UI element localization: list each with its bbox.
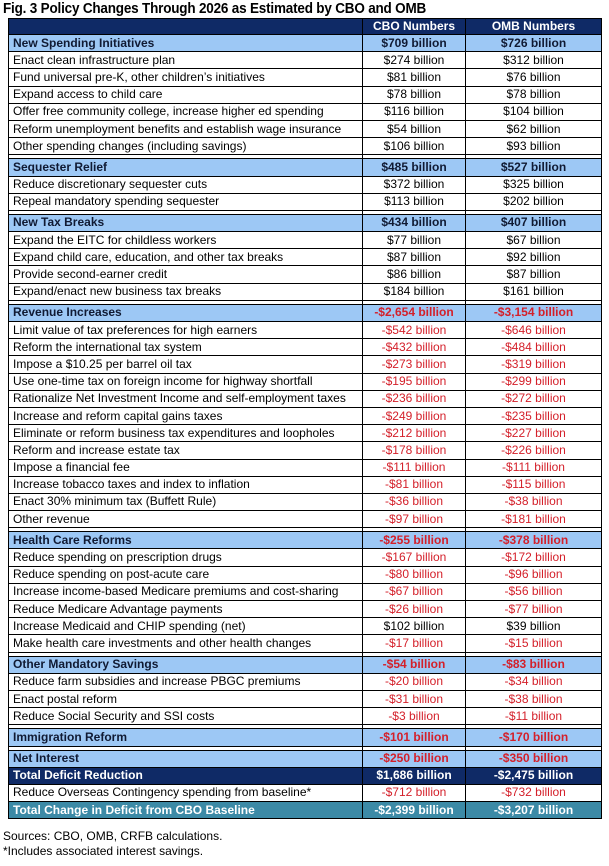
omb-value: $76 billion xyxy=(466,69,602,86)
cbo-value: $106 billion xyxy=(363,138,466,155)
omb-value: -$235 billion xyxy=(466,407,602,424)
omb-value: $62 billion xyxy=(466,120,602,137)
cbo-value: $77 billion xyxy=(363,232,466,249)
row-label: Increase tobacco taxes and index to inflation xyxy=(9,476,363,493)
row-label: Limit value of tax preferences for high earners xyxy=(9,322,363,339)
omb-value: -$111 billion xyxy=(466,459,602,476)
row-label: Other revenue xyxy=(9,511,363,528)
cbo-value: -$36 billion xyxy=(363,493,466,510)
omb-value: -$181 billion xyxy=(466,511,602,528)
omb-value: $92 billion xyxy=(466,249,602,266)
cbo-value: -$3 billion xyxy=(363,708,466,725)
omb-value: -$3,207 billion xyxy=(466,802,602,819)
cbo-value: -$542 billion xyxy=(363,322,466,339)
row-label: Expand the EITC for childless workers xyxy=(9,232,363,249)
cbo-value: -$250 billion xyxy=(363,750,466,767)
cbo-value: -$167 billion xyxy=(363,549,466,566)
table-notes xyxy=(3,829,222,859)
row-label: Rationalize Net Investment Income and self-employment taxes xyxy=(9,390,363,407)
table-row xyxy=(9,635,602,652)
row-label: Increase and reform capital gains taxes xyxy=(9,407,363,424)
table-row xyxy=(9,601,602,618)
cbo-value: -$273 billion xyxy=(363,356,466,373)
section-header-row xyxy=(9,656,602,673)
cbo-value: -$17 billion xyxy=(363,635,466,652)
header-cbo: CBO Numbers xyxy=(363,19,466,35)
omb-value: -$83 billion xyxy=(466,656,602,673)
table-row xyxy=(9,511,602,528)
omb-value: $202 billion xyxy=(466,193,602,210)
table-row xyxy=(9,103,602,120)
omb-value: $527 billion xyxy=(466,159,602,176)
cbo-value: -$712 billion xyxy=(363,784,466,801)
table-row xyxy=(9,618,602,635)
table-row xyxy=(9,86,602,103)
row-label: Total Change in Deficit from CBO Baseline xyxy=(9,802,363,819)
omb-value: -$115 billion xyxy=(466,476,602,493)
table-row xyxy=(9,690,602,707)
table-row xyxy=(9,176,602,193)
cbo-value: -$212 billion xyxy=(363,425,466,442)
table-row xyxy=(9,138,602,155)
omb-value: -$172 billion xyxy=(466,549,602,566)
omb-value: $67 billion xyxy=(466,232,602,249)
omb-value: -$38 billion xyxy=(466,493,602,510)
omb-value: -$299 billion xyxy=(466,373,602,390)
cbo-value: -$2,399 billion xyxy=(363,802,466,819)
cbo-value: $54 billion xyxy=(363,120,466,137)
row-label: Total Deficit Reduction xyxy=(9,767,363,784)
header-label-cell xyxy=(9,19,363,35)
omb-value: -$15 billion xyxy=(466,635,602,652)
cbo-value: $78 billion xyxy=(363,86,466,103)
table-row xyxy=(9,373,602,390)
cbo-value: -$111 billion xyxy=(363,459,466,476)
omb-value: -$34 billion xyxy=(466,673,602,690)
omb-value: -$2,475 billion xyxy=(466,767,602,784)
table-row xyxy=(9,120,602,137)
table-header-row xyxy=(9,19,602,35)
table-row xyxy=(9,459,602,476)
table-row xyxy=(9,493,602,510)
table-row xyxy=(9,549,602,566)
table-row xyxy=(9,266,602,283)
cbo-value: -$432 billion xyxy=(363,339,466,356)
row-label: Enact clean infrastructure plan xyxy=(9,52,363,69)
section-header-row xyxy=(9,304,602,321)
omb-value: -$96 billion xyxy=(466,566,602,583)
cbo-value: -$80 billion xyxy=(363,566,466,583)
table-row xyxy=(9,52,602,69)
omb-value: $407 billion xyxy=(466,214,602,231)
row-label: Offer free community college, increase higher ed spending xyxy=(9,103,363,120)
omb-value: -$319 billion xyxy=(466,356,602,373)
row-label: Impose a financial fee xyxy=(9,459,363,476)
cbo-value: -$236 billion xyxy=(363,390,466,407)
row-label: Reform the international tax system xyxy=(9,339,363,356)
cbo-value: -$178 billion xyxy=(363,442,466,459)
table-row xyxy=(9,566,602,583)
omb-value: -$732 billion xyxy=(466,784,602,801)
table-row xyxy=(9,425,602,442)
omb-value: -$38 billion xyxy=(466,690,602,707)
row-label: Increase income-based Medicare premiums and cost-sharing xyxy=(9,583,363,600)
cbo-value: $1,686 billion xyxy=(363,767,466,784)
row-label: Reduce spending on post-acute care xyxy=(9,566,363,583)
table-row xyxy=(9,708,602,725)
cbo-value: -$26 billion xyxy=(363,601,466,618)
table-row xyxy=(9,442,602,459)
cbo-value: $709 billion xyxy=(363,35,466,52)
row-label: Reduce Overseas Contingency spending from baseline* xyxy=(9,784,363,801)
row-label: Net Interest xyxy=(9,750,363,767)
table-row xyxy=(9,356,602,373)
omb-value: -$227 billion xyxy=(466,425,602,442)
cbo-value: -$195 billion xyxy=(363,373,466,390)
cbo-value: -$2,654 billion xyxy=(363,304,466,321)
row-label: Reduce spending on prescription drugs xyxy=(9,549,363,566)
section-header-row xyxy=(9,214,602,231)
cbo-value: $485 billion xyxy=(363,159,466,176)
omb-value: $161 billion xyxy=(466,283,602,300)
cbo-value: $184 billion xyxy=(363,283,466,300)
cbo-value: $434 billion xyxy=(363,214,466,231)
cbo-value: -$97 billion xyxy=(363,511,466,528)
section-header-row xyxy=(9,729,602,746)
row-label: Other spending changes (including savings) xyxy=(9,138,363,155)
omb-value: -$56 billion xyxy=(466,583,602,600)
table-row xyxy=(9,283,602,300)
omb-value: $78 billion xyxy=(466,86,602,103)
cbo-value: $81 billion xyxy=(363,69,466,86)
table-row xyxy=(9,583,602,600)
table-row xyxy=(9,249,602,266)
omb-value: -$646 billion xyxy=(466,322,602,339)
section-header-row xyxy=(9,159,602,176)
omb-value: -$378 billion xyxy=(466,532,602,549)
table-row xyxy=(9,673,602,690)
header-omb: OMB Numbers xyxy=(466,19,602,35)
omb-value: $39 billion xyxy=(466,618,602,635)
row-label: Increase Medicaid and CHIP spending (net) xyxy=(9,618,363,635)
cbo-value: -$249 billion xyxy=(363,407,466,424)
omb-value: $104 billion xyxy=(466,103,602,120)
omb-value: -$484 billion xyxy=(466,339,602,356)
row-label: Enact 30% minimum tax (Buffett Rule) xyxy=(9,493,363,510)
row-label: Reduce farm subsidies and increase PBGC premiums xyxy=(9,673,363,690)
row-label: Revenue Increases xyxy=(9,304,363,321)
omb-value: -$3,154 billion xyxy=(466,304,602,321)
cbo-value: $372 billion xyxy=(363,176,466,193)
row-label: Use one-time tax on foreign income for highway shortfall xyxy=(9,373,363,390)
cbo-value: -$67 billion xyxy=(363,583,466,600)
cbo-value: -$54 billion xyxy=(363,656,466,673)
figure-title: Fig. 3 Policy Changes Through 2026 as Estimated by CBO and OMB xyxy=(3,1,427,17)
cbo-value: -$31 billion xyxy=(363,690,466,707)
table-row xyxy=(9,69,602,86)
omb-value: -$11 billion xyxy=(466,708,602,725)
omb-value: $312 billion xyxy=(466,52,602,69)
omb-value: -$77 billion xyxy=(466,601,602,618)
row-label: Expand child care, education, and other tax breaks xyxy=(9,249,363,266)
row-label: Repeal mandatory spending sequester xyxy=(9,193,363,210)
section-header-row xyxy=(9,35,602,52)
row-label: Reform and increase estate tax xyxy=(9,442,363,459)
omb-value: $87 billion xyxy=(466,266,602,283)
section-header-row xyxy=(9,750,602,767)
table-row xyxy=(9,322,602,339)
table-row xyxy=(9,476,602,493)
row-label: Impose a $10.25 per barrel oil tax xyxy=(9,356,363,373)
omb-value: $93 billion xyxy=(466,138,602,155)
table-row xyxy=(9,339,602,356)
row-label: Reform unemployment benefits and establish wage insurance xyxy=(9,120,363,137)
omb-value: -$272 billion xyxy=(466,390,602,407)
row-label: Expand/enact new business tax breaks xyxy=(9,283,363,300)
omb-value: -$226 billion xyxy=(466,442,602,459)
cbo-value: $87 billion xyxy=(363,249,466,266)
row-label: Reduce Medicare Advantage payments xyxy=(9,601,363,618)
policy-changes-table xyxy=(8,18,602,819)
cbo-value: -$81 billion xyxy=(363,476,466,493)
cbo-value: $116 billion xyxy=(363,103,466,120)
omb-value: $726 billion xyxy=(466,35,602,52)
omb-value: -$350 billion xyxy=(466,750,602,767)
total-deficit-reduction-row xyxy=(9,767,602,784)
sources-note: Sources: CBO, OMB, CRFB calculations. xyxy=(3,829,223,843)
row-label: New Tax Breaks xyxy=(9,214,363,231)
footnote: *Includes associated interest savings. xyxy=(3,844,204,858)
section-header-row xyxy=(9,532,602,549)
table-row xyxy=(9,390,602,407)
grand-total-row xyxy=(9,802,602,819)
row-label: Other Mandatory Savings xyxy=(9,656,363,673)
cbo-value: -$255 billion xyxy=(363,532,466,549)
table-row xyxy=(9,232,602,249)
row-label: Fund universal pre-K, other children’s initiatives xyxy=(9,69,363,86)
table-row xyxy=(9,407,602,424)
cbo-value: $274 billion xyxy=(363,52,466,69)
cbo-value: $113 billion xyxy=(363,193,466,210)
oco-row xyxy=(9,784,602,801)
row-label: Sequester Relief xyxy=(9,159,363,176)
row-label: Eliminate or reform business tax expenditures and loopholes xyxy=(9,425,363,442)
row-label: Immigration Reform xyxy=(9,729,363,746)
cbo-value: -$101 billion xyxy=(363,729,466,746)
row-label: Reduce Social Security and SSI costs xyxy=(9,708,363,725)
row-label: New Spending Initiatives xyxy=(9,35,363,52)
row-label: Expand access to child care xyxy=(9,86,363,103)
table-row xyxy=(9,193,602,210)
omb-value: $325 billion xyxy=(466,176,602,193)
row-label: Enact postal reform xyxy=(9,690,363,707)
cbo-value: -$20 billion xyxy=(363,673,466,690)
cbo-value: $102 billion xyxy=(363,618,466,635)
row-label: Health Care Reforms xyxy=(9,532,363,549)
row-label: Make health care investments and other health changes xyxy=(9,635,363,652)
omb-value: -$170 billion xyxy=(466,729,602,746)
row-label: Reduce discretionary sequester cuts xyxy=(9,176,363,193)
cbo-value: $86 billion xyxy=(363,266,466,283)
row-label: Provide second-earner credit xyxy=(9,266,363,283)
